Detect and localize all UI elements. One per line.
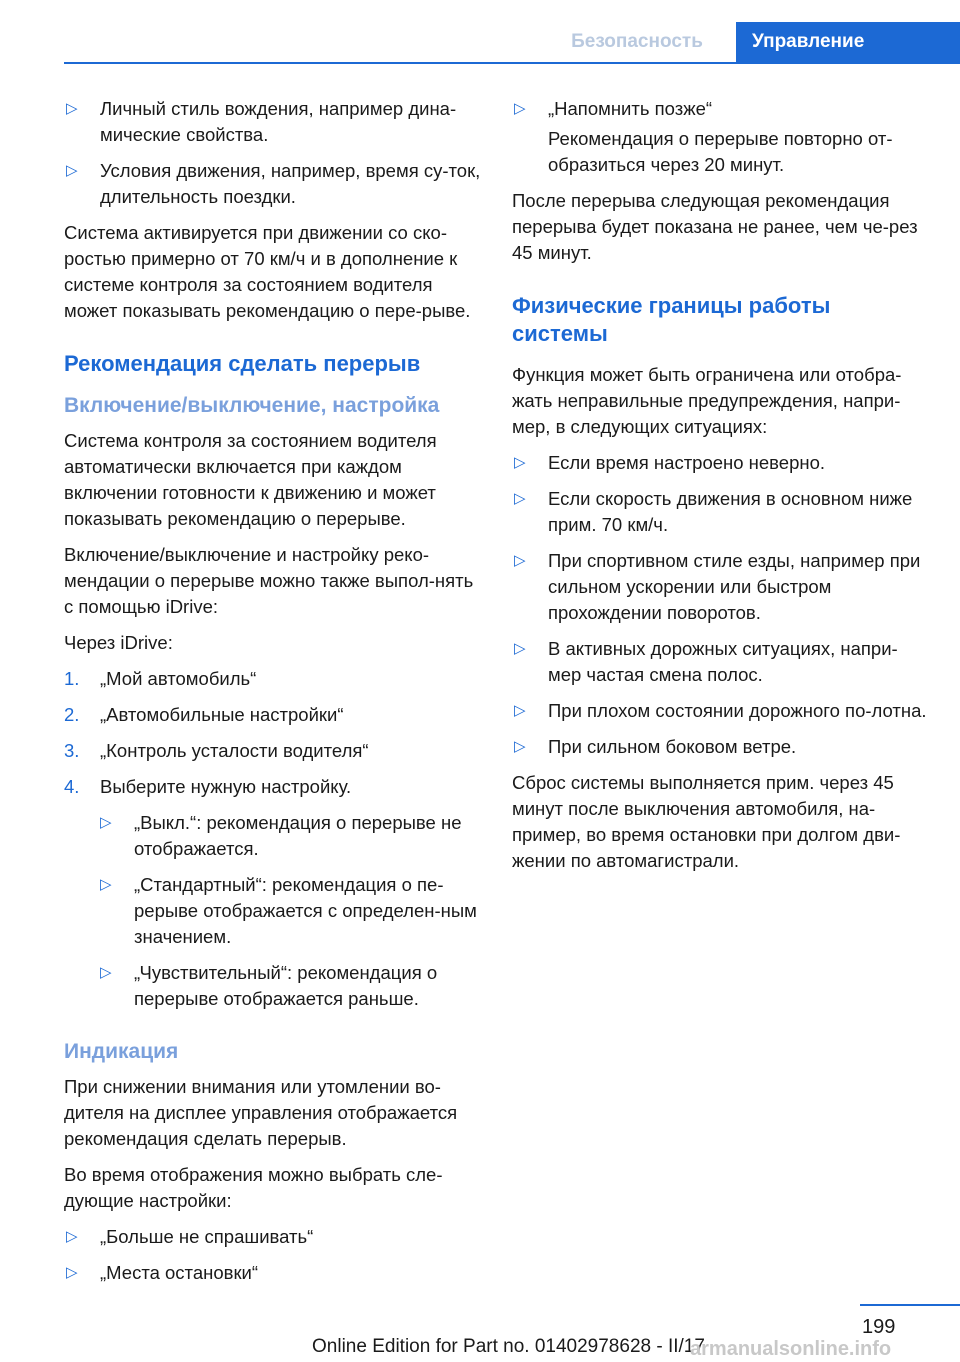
- paragraph-display: При снижении внимания или утомлении во-дителя на дисплее управления отображается рекомендация сделать перерыв.: [64, 1076, 458, 1149]
- list-item: [64, 1260, 484, 1286]
- page-header: [0, 22, 960, 62]
- sub-list-item: [98, 872, 484, 950]
- list-item-text: „Больше не спрашивать“: [100, 1226, 314, 1247]
- heading-break-recommendation: Рекомендация сделать перерыв: [64, 351, 421, 376]
- heading-system-limits: Физические границы работы системы: [512, 293, 831, 346]
- list-item-text: „Чувствительный“: рекомендация о перерыве отображается раньше.: [134, 962, 438, 1009]
- list-item-text: „Стандартный“: рекомендация о пе-рерыве отображается с определен-ным значением.: [134, 874, 477, 947]
- step-number: 3.: [64, 740, 80, 761]
- page-number: 199: [862, 1316, 896, 1338]
- triangle-right-outline-icon: ▷: [66, 1264, 78, 1281]
- list-item: [512, 698, 930, 724]
- list-item-text: В активных дорожных ситуациях, напри-мер частая смена полос.: [548, 638, 898, 685]
- tab-control: Управление: [736, 22, 960, 62]
- list-item-text: Условия движения, например, время су-ток, длительность поездки.: [100, 160, 481, 207]
- paragraph-via-idrive: Через iDrive:: [64, 632, 173, 653]
- triangle-right-outline-icon: ▷: [514, 552, 526, 569]
- paragraph-reset: Сброс системы выполняется прим. через 45 минут после выключения автомобиля, на-пример, во время остановки при долгом дви-жении по автомагистрали.: [512, 772, 901, 871]
- list-item: [64, 96, 484, 148]
- triangle-right-outline-icon: ▷: [66, 1228, 78, 1245]
- step-item: [64, 666, 484, 692]
- heading-display: Индикация: [64, 1040, 179, 1063]
- list-item-text: Если скорость движения в основном ниже прим. 70 км/ч.: [548, 488, 913, 535]
- list-item: [64, 158, 484, 210]
- triangle-right-outline-icon: ▷: [66, 100, 78, 117]
- triangle-right-outline-icon: ▷: [514, 454, 526, 471]
- list-item-text: При спортивном стиле езды, например при сильном ускорении или быстром прохождении поворотов.: [548, 550, 921, 623]
- triangle-right-outline-icon: ▷: [100, 814, 112, 831]
- sub-list-item: [98, 960, 484, 1012]
- step-item: [64, 774, 484, 800]
- paragraph-after-break: После перерыва следующая рекомендация перерыва будет показана не ранее, чем че-рез 45 минут.: [512, 190, 918, 263]
- edition-note: Online Edition for Part no. 01402978628 - II/17: [312, 1336, 705, 1357]
- list-item-text: „Напомнить позже“: [548, 98, 713, 119]
- step-number: 2.: [64, 704, 80, 725]
- paragraph-remind: Рекомендация о перерыве повторно от-образиться через 20 минут.: [548, 128, 893, 175]
- left-column: [64, 96, 484, 1296]
- step-number: 4.: [64, 776, 80, 797]
- list-item: [512, 734, 930, 760]
- paragraph-config: Включение/выключение и настройку реко-мендации о перерыве можно также выпол-нять с помощью iDrive:: [64, 544, 474, 617]
- right-column: [512, 96, 930, 884]
- tab-safety: Безопасность: [571, 31, 703, 52]
- paragraph-activation: Система активируется при движении со ско-ростью примерно от 70 км/ч и в дополнение к системе контроля за состоянием водителя может показывать рекомендацию о пере-рыве.: [64, 222, 471, 321]
- list-item: [512, 450, 930, 476]
- list-item: [512, 96, 930, 122]
- step-number: 1.: [64, 668, 80, 689]
- step-text: Выберите нужную настройку.: [100, 776, 352, 797]
- list-item-text: Если время настроено неверно.: [548, 452, 826, 473]
- paragraph-options: Во время отображения можно выбрать сле-дующие настройки:: [64, 1164, 443, 1211]
- header-divider: [64, 62, 960, 64]
- list-item: [512, 636, 930, 688]
- triangle-right-outline-icon: ▷: [514, 490, 526, 507]
- triangle-right-outline-icon: ▷: [100, 964, 112, 981]
- list-item-text: „Выкл.“: рекомендация о перерыве не отображается.: [134, 812, 462, 859]
- triangle-right-outline-icon: ▷: [514, 702, 526, 719]
- list-item-text: При плохом состоянии дорожного по-лотна.: [548, 700, 927, 721]
- list-item: [512, 548, 930, 626]
- watermark: armanualsonline.info: [690, 1338, 892, 1360]
- list-item: [64, 1224, 484, 1250]
- paragraph-auto-on: Система контроля за состоянием водителя автоматически включается при каждом включении готовности к движению и может показывать рекомендацию о перерыве.: [64, 430, 437, 529]
- sub-list-item: [98, 810, 484, 862]
- list-item-text: „Места остановки“: [100, 1262, 259, 1283]
- triangle-right-outline-icon: ▷: [514, 640, 526, 657]
- list-item-text: Личный стиль вождения, например дина-мические свойства.: [100, 98, 457, 145]
- triangle-right-outline-icon: ▷: [100, 876, 112, 893]
- step-text: „Автомобильные настройки“: [100, 704, 344, 725]
- paragraph-limits: Функция может быть ограничена или отобра-жать неправильные предупреждения, напри-мер, в следующих ситуациях:: [512, 364, 902, 437]
- triangle-right-outline-icon: ▷: [514, 100, 526, 117]
- triangle-right-outline-icon: ▷: [514, 738, 526, 755]
- triangle-right-outline-icon: ▷: [66, 162, 78, 179]
- list-item: [512, 486, 930, 538]
- step-text: „Контроль усталости водителя“: [100, 740, 369, 761]
- list-item-text: При сильном боковом ветре.: [548, 736, 797, 757]
- heading-on-off-settings: Включение/выключение, настройка: [64, 394, 440, 417]
- step-item: [64, 702, 484, 728]
- footer-divider: [860, 1304, 960, 1306]
- step-text: „Мой автомобиль“: [100, 668, 257, 689]
- step-item: [64, 738, 484, 764]
